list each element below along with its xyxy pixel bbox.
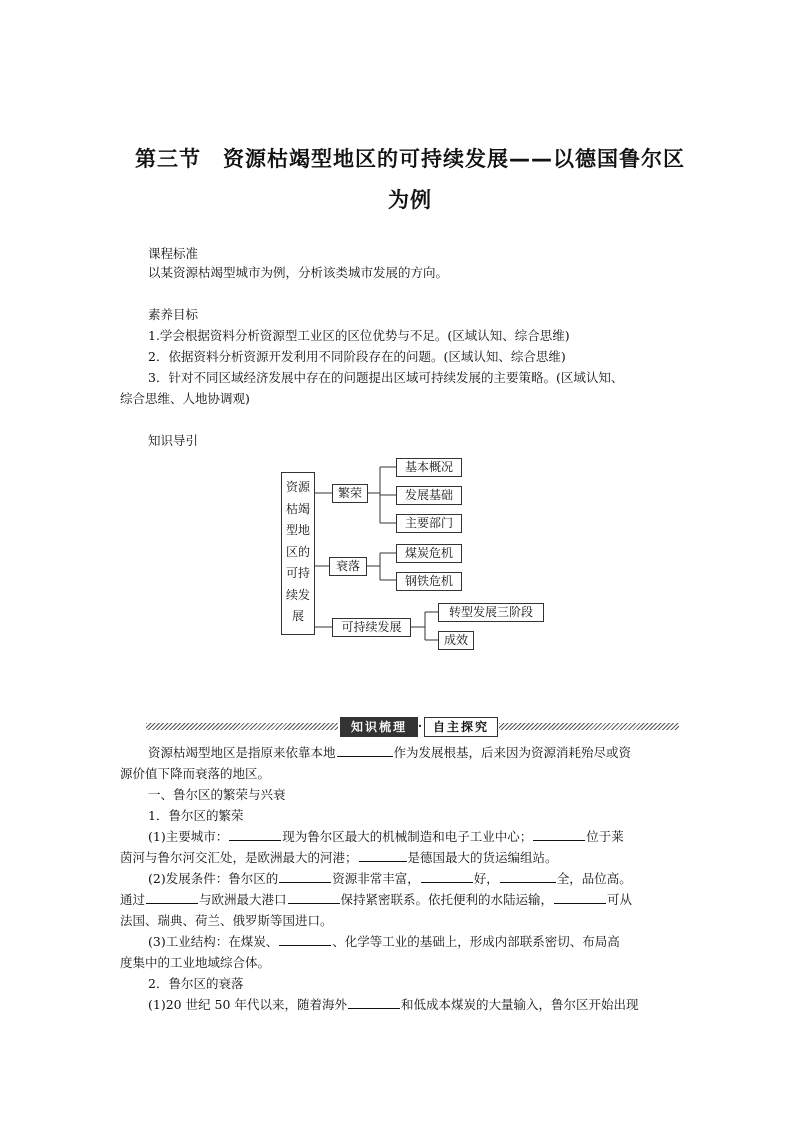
banner-knowledge-review: 知识梳理 [340, 717, 418, 737]
tree-leaf-foundation: 发展基础 [396, 486, 462, 505]
conditions-line1: (2)发展条件：鲁尔区的 资源非常丰富， 好， 全，品位高。 [148, 868, 632, 889]
fill-blank[interactable] [288, 889, 340, 904]
tree-root-node: 资源枯竭型地区的可持续发展 [281, 472, 315, 635]
tree-leaf-steel: 钢铁危机 [396, 572, 462, 591]
structure-line1: (3)工业结构：在煤炭、 、化学等工业的基础上，形成内部联系密切、布局高 [148, 931, 620, 952]
course-standard-heading: 课程标准 [148, 246, 199, 261]
banner-self-study: 自主探究 [424, 717, 498, 737]
conditions-line2: 通过 与欧洲最大港口 保持紧密联系。依托便利的水陆运输， 可从 [120, 889, 632, 910]
body-p1-line2: 源价值下降而衰落的地区。 [120, 766, 271, 781]
fill-blank[interactable] [337, 742, 393, 757]
tree-leaf-results: 成效 [438, 631, 474, 650]
cities-line2: 茵河与鲁尔河交汇处，是欧洲最大的河港； 是德国最大的货运编组站。 [120, 847, 558, 868]
subsection-heading-1-1: 1．鲁尔区的繁荣 [148, 808, 244, 823]
banner-dot: · [417, 719, 423, 733]
banner-hatch-left [146, 723, 338, 730]
fill-blank[interactable] [421, 868, 473, 883]
fill-blank[interactable] [554, 889, 606, 904]
course-standard-text: 以某资源枯竭型城市为例，分析该类城市发展的方向。 [148, 265, 449, 280]
fill-blank[interactable] [533, 826, 585, 841]
fill-blank[interactable] [279, 931, 331, 946]
decline-line1: (1)20 世纪 50 年代以来，随着海外 和低成本煤炭的大量输入，鲁尔区开始出现 [148, 994, 638, 1015]
knowledge-guide-heading: 知识导引 [148, 433, 199, 448]
tree-node-decline: 衰落 [329, 557, 367, 576]
fill-blank[interactable] [359, 847, 407, 862]
literacy-goal-1: 1.学会根据资料分析资源型工业区的区位优势与不足。(区域认知、综合思维) [148, 328, 570, 343]
banner-hatch-right [499, 723, 679, 730]
page-title-line1: 第三节 资源枯竭型地区的可持续发展——以德国鲁尔区 [135, 147, 685, 171]
section-heading-1: 一、鲁尔区的繁荣与兴衰 [148, 787, 286, 802]
tree-leaf-basic: 基本概况 [396, 458, 462, 477]
fill-blank[interactable] [279, 868, 331, 883]
tree-node-prosperity: 繁荣 [332, 484, 368, 503]
conditions-line3: 法国、瑞典、荷兰、俄罗斯等国进口。 [120, 913, 333, 928]
fill-blank[interactable] [229, 826, 281, 841]
tree-leaf-sectors: 主要部门 [396, 514, 462, 533]
fill-blank[interactable] [146, 889, 198, 904]
subsection-heading-1-2: 2．鲁尔区的衰落 [148, 976, 244, 991]
tree-leaf-coal: 煤炭危机 [396, 544, 462, 563]
page-title-line2: 为例 [388, 188, 432, 212]
literacy-goals-heading: 素养目标 [148, 307, 199, 322]
literacy-goal-2: 2．依据资料分析资源开发利用不同阶段存在的问题。(区域认知、综合思维) [148, 349, 566, 364]
fill-blank[interactable] [500, 868, 556, 883]
literacy-goal-3a: 3．针对不同区域经济发展中存在的问题提出区域可持续发展的主要策略。(区域认知、 [148, 370, 624, 385]
structure-line2: 度集中的工业地域综合体。 [120, 955, 271, 970]
literacy-goal-3b: 综合思维、人地协调观) [120, 391, 250, 406]
fill-blank[interactable] [348, 994, 400, 1009]
body-p1-line1: 资源枯竭型地区是指原来依靠本地 作为发展根基，后来因为资源消耗殆尽或资 [148, 742, 631, 763]
tree-leaf-stages: 转型发展三阶段 [438, 603, 544, 622]
cities-line1: (1)主要城市： 现为鲁尔区最大的机械制造和电子工业中心； 位于莱 [148, 826, 624, 847]
tree-node-sustainable: 可持续发展 [332, 618, 411, 637]
